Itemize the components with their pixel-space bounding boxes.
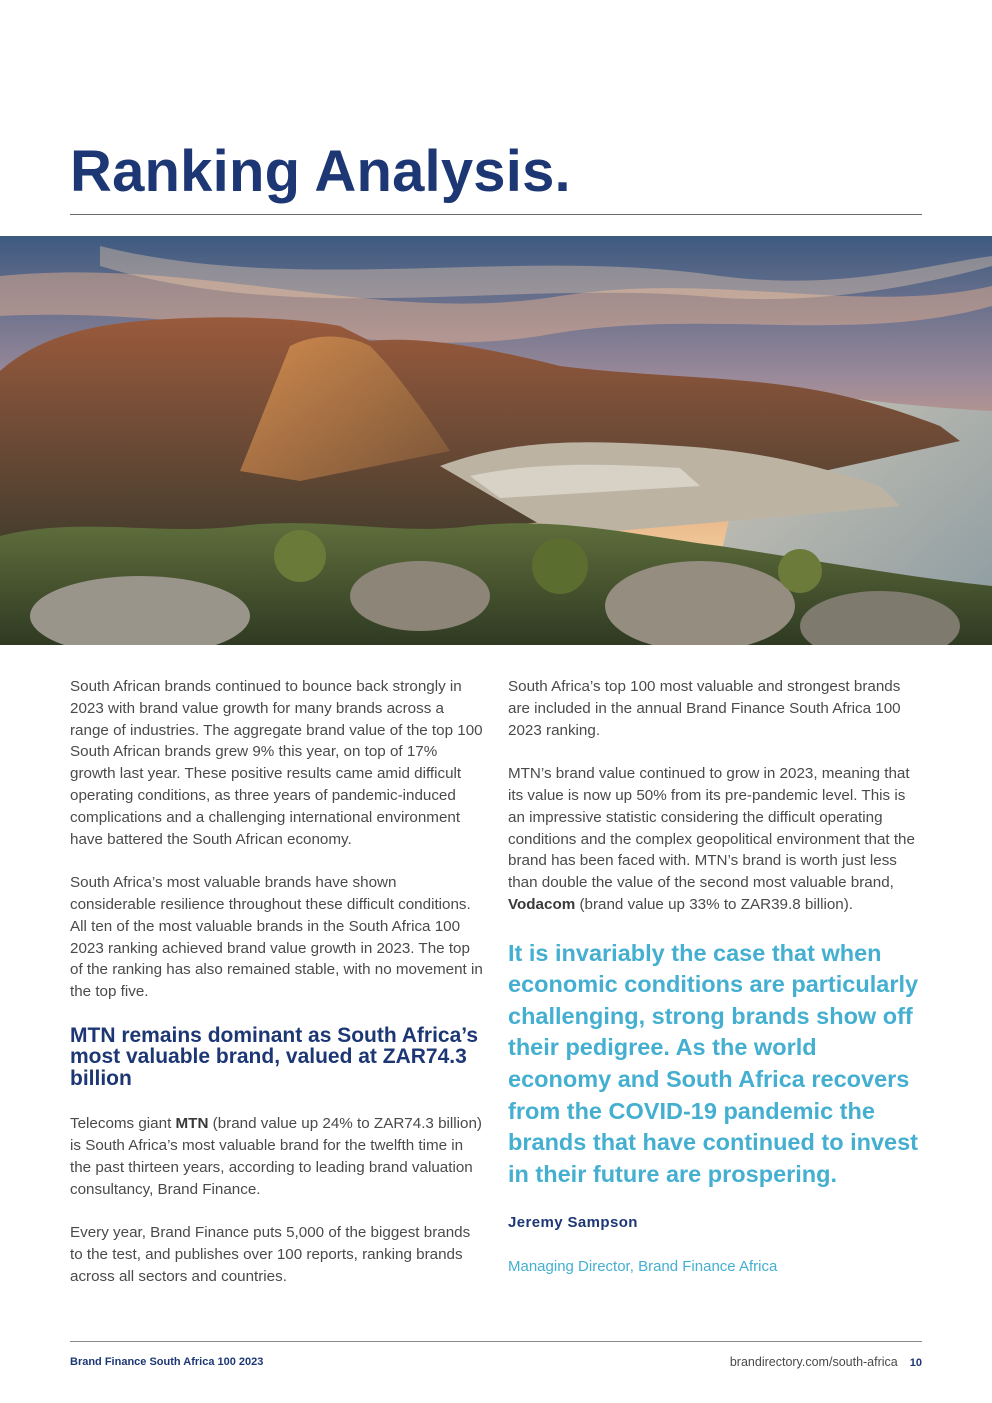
landscape-photo-icon	[0, 236, 992, 645]
body-paragraph: South Africa’s top 100 most valuable and strongest brands are included in the annual Brand Finance South Africa 100 2023 ranking.	[508, 678, 901, 739]
right-column	[508, 676, 926, 1300]
body-paragraph: Every year, Brand Finance puts 5,000 of the biggest brands to the test, and publishes over 100 reports, ranking brands across all sectors and countries.	[70, 1224, 471, 1285]
page-title: Ranking Analysis.	[70, 139, 571, 204]
body-paragraph: South Africa’s most valuable brands have shown considerable resilience throughout these difficult conditions. All ten of the most valuable brands in the South Africa 100 2023 ranking achieved brand value growth in 2023. The top of the ranking has also remained stable, with no movement in the top five.	[70, 874, 483, 1001]
brand-name-mtn: MTN	[175, 1115, 209, 1133]
body-paragraph: South African brands continued to bounce back strongly in 2023 with brand value growth for many brands across a range of industries. The aggregate brand value of the top 100 South African brands grew 9% this year, on top of 17% growth last year. These positive results came amid difficult operating conditions, as three years of pandemic-induced complications and a challenging international environment have battered the South African economy.	[70, 678, 483, 848]
footer-right	[730, 1355, 922, 1369]
quote-author-role: Managing Director, Brand Finance Africa	[508, 1257, 778, 1275]
footer-publication: Brand Finance South Africa 100 2023	[70, 1356, 264, 1368]
page-number: 10	[909, 1357, 922, 1369]
footer-divider	[70, 1341, 922, 1342]
footer-url[interactable]: brandirectory.com/south-africa	[729, 1355, 898, 1369]
title-divider	[70, 214, 922, 215]
brand-name-vodacom: Vodacom	[508, 895, 576, 913]
pull-quote: It is invariably the case that when economic conditions are particularly challenging, strong brands show off their pedigree. As the world economy and South Africa recovers from the COVID-19 pandemic the brands that have continued to invest in their future are prospering.	[508, 939, 919, 1187]
body-paragraph: MTN’s brand value continued to grow in 2023, meaning that its value is now up 50% from its pre-pandemic level. This is an impressive statistic considering the difficult operating conditions and the complex geopolitical environment that the brand has been faced with. MTN’s brand is worth just less than double the value of the second most valuable brand, Vodacom (brand value up 33% to ZAR39.8 billion).	[508, 765, 915, 913]
left-column	[70, 676, 486, 1309]
hero-image	[0, 236, 992, 645]
quote-author: Jeremy Sampson	[508, 1214, 638, 1232]
section-subheading: MTN remains dominant as South Africa’s most valuable brand, valued at ZAR74.3 billion	[70, 1023, 479, 1090]
body-paragraph: Telecoms giant MTN (brand value up 24% to ZAR74.3 billion) is South Africa’s most valuable brand for the twelfth time in the past thirteen years, according to leading brand valuation consultancy, Brand Finance.	[70, 1115, 482, 1198]
